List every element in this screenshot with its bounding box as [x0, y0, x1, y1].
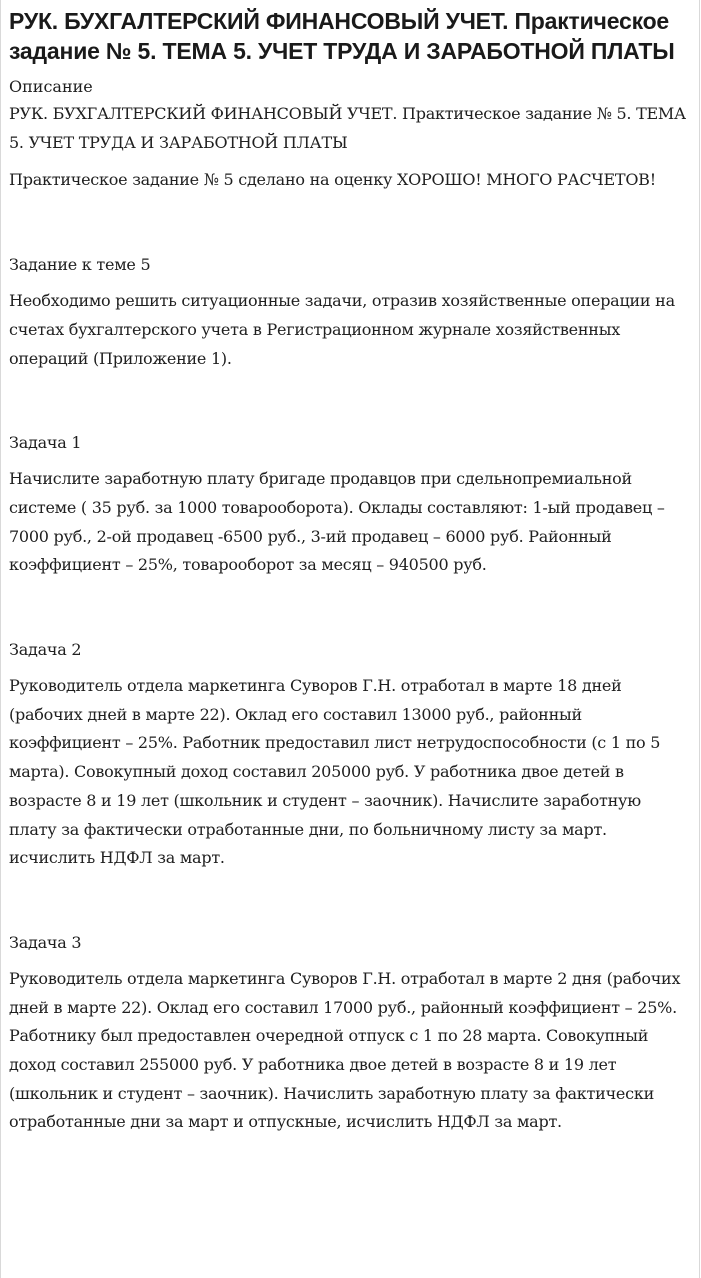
- task-1-heading: Задача 1: [9, 433, 82, 453]
- task-2-heading: Задача 2: [9, 640, 82, 660]
- task-3-heading: Задача 3: [9, 932, 82, 952]
- description-lead: РУК. БУХГАЛТЕРСКИЙ ФИНАНСОВЫЙ УЧЕТ. Практическое задание № 5. ТЕМА 5. УЧЕТ ТРУДА И ЗАРАБОТНОЙ ПЛАТЫ: [9, 104, 686, 152]
- task-2-text: Руководитель отдела маркетинга Суворов Г.Н. отработал в марте 18 дней (рабочих дней в марте 22). Оклад его составил 13000 руб., районный коэффициент – 25%. Работник предоставил лист нетрудоспособности (с 1 по 5 марта). Совокупный доход составил 205000 руб. У работника двое детей в возрасте 8 и 19 лет (школьник и студент – заочник). Начислите заработную плату за фактически отработанные дни, по больничному листу за март. исчислить НДФЛ за март.: [9, 676, 661, 868]
- page-right-border: [699, 0, 700, 1278]
- task-1-text: Начислите заработную плату бригаде продавцов при сдельнопремиальной системе ( 35 руб. за 1000 товарооборота). Оклады составляют: 1-ый продавец – 7000 руб., 2-ой продавец -6500 руб., 3-ий продавец – 6000 руб. Районный коэффициент – 25%, товарооборот за месяц – 940500 руб.: [9, 469, 665, 575]
- description-grade: Практическое задание № 5 сделано на оценку ХОРОШО! МНОГО РАСЧЕТОВ!: [9, 170, 656, 190]
- assignment-text: Необходимо решить ситуационные задачи, отразив хозяйственные операции на счетах бухгалтерского учета в Регистрационном журнале хозяйственных операций (Приложение 1).: [9, 291, 675, 368]
- description-label: Описание: [9, 77, 93, 96]
- assignment-heading: Задание к теме 5: [9, 255, 151, 275]
- page-title: РУК. БУХГАЛТЕРСКИЙ ФИНАНСОВЫЙ УЧЕТ. Практическое задание № 5. ТЕМА 5. УЧЕТ ТРУДА И ЗАРАБОТНОЙ ПЛАТЫ: [9, 8, 675, 64]
- task-3-text: Руководитель отдела маркетинга Суворов Г.Н. отработал в марте 2 дня (рабочих дней в марте 22). Оклад его составил 17000 руб., районный коэффициент – 25%. Работнику был предоставлен очередной отпуск с 1 по 28 марта. Совокупный доход составил 255000 руб. У работника двое детей в возрасте 8 и 19 лет (школьник и студент – заочник). Начислить заработную плату за фактически отработанные дни за март и отпускные, исчислить НДФЛ за март.: [9, 968, 681, 1132]
- page-left-border: [0, 0, 1, 1278]
- product-content: [9, 6, 693, 1137]
